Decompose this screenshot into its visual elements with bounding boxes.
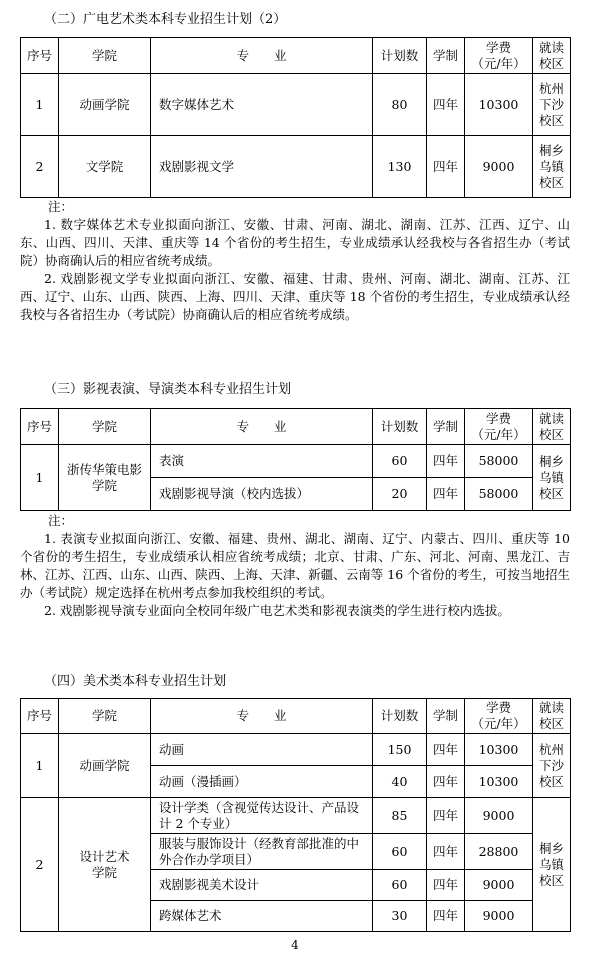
cell-duration: 四年	[427, 766, 465, 798]
header-seq: 序号	[21, 409, 59, 445]
cell-campus: 桐乡 乌镇 校区	[533, 136, 571, 198]
header-duration: 学制	[427, 409, 465, 445]
cell-plan: 30	[373, 901, 427, 932]
note-item: 2. 戏剧影视导演专业面向全校同年级广电艺术类和影视表演类的学生进行校内选拔。	[44, 603, 510, 618]
cell-fee: 9000	[465, 798, 533, 834]
section-3-table	[20, 408, 571, 511]
header-fee: 学费 （元/年）	[465, 409, 533, 445]
cell-seq: 1	[21, 74, 59, 136]
cell-seq: 1	[21, 445, 59, 511]
cell-duration: 四年	[427, 834, 465, 870]
cell-major: 设计学类（含视觉传达设计、产品设 计 2 个专业）	[151, 798, 373, 834]
cell-plan: 20	[373, 478, 427, 511]
table-row	[21, 798, 571, 834]
cell-duration: 四年	[427, 734, 465, 766]
note-item: 2. 戏剧影视文学专业拟面向浙江、安徽、福建、甘肃、贵州、河南、湖北、湖南、江苏、江西、辽宁、山东、山西、陕西、上海、四川、天津、重庆等 18 个省份的考生招生，专业成绩承认经我校与各省招生办（考试院）协商确认后的相应省统考成绩。	[20, 271, 570, 322]
cell-fee: 9000	[465, 901, 533, 932]
cell-major: 数字媒体艺术	[151, 74, 373, 136]
header-plan: 计划数	[373, 699, 427, 734]
cell-fee: 10300	[465, 734, 533, 766]
page-number: 4	[291, 938, 299, 952]
note-item: 1. 表演专业拟面向浙江、安徽、福建、贵州、湖北、湖南、辽宁、内蒙古、四川、重庆等 10 个省份的考生招生，专业成绩承认相应省统考成绩；北京、甘肃、广东、河北、河南、黑龙江、吉林、江苏、江西、山东、山西、陕西、上海、天津、新疆、云南等 16 个省份的考生，可按当地招生办（考试院）规定选择在杭州考点参加我校组织的考试。	[20, 531, 570, 600]
table-row	[21, 74, 571, 136]
cell-fee: 9000	[465, 136, 533, 198]
header-college: 学院	[59, 38, 151, 74]
cell-campus: 杭州 下沙 校区	[533, 734, 571, 798]
cell-campus: 桐乡 乌镇 校区	[533, 445, 571, 511]
header-duration: 学制	[427, 699, 465, 734]
cell-major: 戏剧影视导演（校内选拔）	[151, 478, 373, 511]
header-college: 学院	[59, 699, 151, 734]
section-2-table	[20, 37, 571, 198]
header-seq: 序号	[21, 699, 59, 734]
cell-seq: 2	[21, 136, 59, 198]
header-major: 专 业	[151, 409, 373, 445]
cell-duration: 四年	[427, 74, 465, 136]
header-plan: 计划数	[373, 38, 427, 74]
cell-major: 表演	[151, 445, 373, 478]
table-row	[21, 445, 571, 478]
table-row	[21, 734, 571, 766]
cell-plan: 60	[373, 445, 427, 478]
header-college: 学院	[59, 409, 151, 445]
cell-seq: 1	[21, 734, 59, 798]
cell-plan: 130	[373, 136, 427, 198]
cell-duration: 四年	[427, 445, 465, 478]
table-header-row	[21, 38, 571, 74]
notes-heading: 注：	[48, 513, 74, 528]
cell-campus: 杭州 下沙 校区	[533, 74, 571, 136]
cell-duration: 四年	[427, 901, 465, 932]
cell-major: 服装与服饰设计（经教育部批准的中 外合作办学项目）	[151, 834, 373, 870]
section-2-notes	[20, 198, 570, 324]
cell-duration: 四年	[427, 798, 465, 834]
cell-fee: 28800	[465, 834, 533, 870]
header-campus: 就读 校区	[533, 409, 571, 445]
table-header-row	[21, 409, 571, 445]
notes-heading: 注：	[48, 199, 74, 214]
section-4-title: （四）美术类本科专业招生计划	[44, 674, 227, 689]
cell-plan: 80	[373, 74, 427, 136]
cell-duration: 四年	[427, 870, 465, 901]
cell-major: 戏剧影视文学	[151, 136, 373, 198]
cell-fee: 10300	[465, 74, 533, 136]
section-4-table	[20, 698, 571, 932]
cell-fee: 9000	[465, 870, 533, 901]
cell-fee: 58000	[465, 478, 533, 511]
table-row	[21, 136, 571, 198]
header-plan: 计划数	[373, 409, 427, 445]
header-campus: 就读 校区	[533, 38, 571, 74]
note-item: 1. 数字媒体艺术专业拟面向浙江、安徽、甘肃、河南、湖北、湖南、江苏、江西、辽宁、山东、山西、四川、天津、重庆等 14 个省份的考生招生，专业成绩承认经我校与各省招生办（考试院）协商确认后的相应省统考成绩。	[20, 217, 570, 268]
cell-college: 动画学院	[59, 74, 151, 136]
header-seq: 序号	[21, 38, 59, 74]
cell-major: 动画（漫插画）	[151, 766, 373, 798]
section-2-title: （二）广电艺术类本科专业招生计划（2）	[44, 12, 287, 27]
cell-seq: 2	[21, 798, 59, 932]
table-header-row	[21, 699, 571, 734]
cell-campus: 桐乡 乌镇 校区	[533, 798, 571, 932]
header-fee: 学费 （元/年）	[465, 699, 533, 734]
cell-college: 设计艺术 学院	[59, 798, 151, 932]
cell-plan: 60	[373, 834, 427, 870]
header-fee: 学费 （元/年）	[465, 38, 533, 74]
header-campus: 就读 校区	[533, 699, 571, 734]
cell-major: 动画	[151, 734, 373, 766]
cell-duration: 四年	[427, 136, 465, 198]
section-3-title: （三）影视表演、导演类本科专业招生计划	[44, 382, 292, 397]
cell-plan: 150	[373, 734, 427, 766]
cell-duration: 四年	[427, 478, 465, 511]
cell-plan: 40	[373, 766, 427, 798]
cell-major: 跨媒体艺术	[151, 901, 373, 932]
section-3-notes	[20, 512, 570, 620]
cell-fee: 10300	[465, 766, 533, 798]
cell-plan: 85	[373, 798, 427, 834]
cell-plan: 60	[373, 870, 427, 901]
header-duration: 学制	[427, 38, 465, 74]
cell-college: 浙传华策电影 学院	[59, 445, 151, 511]
cell-college: 动画学院	[59, 734, 151, 798]
cell-college: 文学院	[59, 136, 151, 198]
header-major: 专 业	[151, 38, 373, 74]
cell-major: 戏剧影视美术设计	[151, 870, 373, 901]
cell-fee: 58000	[465, 445, 533, 478]
header-major: 专 业	[151, 699, 373, 734]
